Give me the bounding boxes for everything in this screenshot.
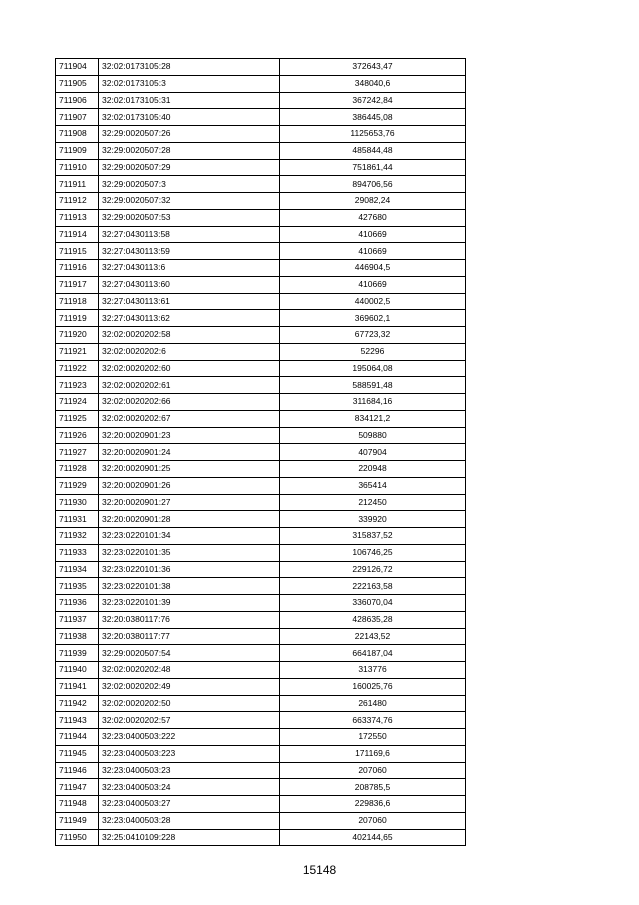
row-id: 711941	[56, 678, 99, 695]
row-id: 711915	[56, 243, 99, 260]
cadastral-number: 32:27:0430113:61	[99, 293, 280, 310]
cadastral-value: 369602,1	[280, 310, 466, 327]
table-row	[56, 829, 466, 846]
row-id: 711946	[56, 762, 99, 779]
cadastral-number: 32:29:0020507:54	[99, 645, 280, 662]
row-id: 711914	[56, 226, 99, 243]
cadastral-number: 32:23:0220101:34	[99, 528, 280, 545]
cadastral-number: 32:23:0220101:35	[99, 544, 280, 561]
cadastral-value: 834121,2	[280, 410, 466, 427]
row-id: 711948	[56, 796, 99, 813]
table-row	[56, 461, 466, 478]
cadastral-number: 32:02:0020202:6	[99, 343, 280, 360]
cadastral-number: 32:02:0020202:60	[99, 360, 280, 377]
cadastral-number: 32:23:0220101:38	[99, 578, 280, 595]
cadastral-value: 367242,84	[280, 92, 466, 109]
cadastral-number: 32:29:0020507:32	[99, 193, 280, 210]
table-row	[56, 410, 466, 427]
table-row	[56, 628, 466, 645]
table-row	[56, 528, 466, 545]
cadastral-value: 261480	[280, 695, 466, 712]
table-row	[56, 193, 466, 210]
cadastral-number: 32:02:0173105:28	[99, 59, 280, 76]
row-id: 711926	[56, 427, 99, 444]
cadastral-value: 212450	[280, 494, 466, 511]
table-row	[56, 729, 466, 746]
row-id: 711949	[56, 812, 99, 829]
table-row	[56, 327, 466, 344]
row-id: 711939	[56, 645, 99, 662]
cadastral-number: 32:02:0020202:67	[99, 410, 280, 427]
cadastral-value: 336070,04	[280, 595, 466, 612]
row-id: 711937	[56, 611, 99, 628]
table-row	[56, 645, 466, 662]
cadastral-value: 222163,58	[280, 578, 466, 595]
cadastral-number: 32:25:0410109:228	[99, 829, 280, 846]
cadastral-number: 32:23:0400503:28	[99, 812, 280, 829]
cadastral-number: 32:02:0173105:3	[99, 75, 280, 92]
cadastral-value-table	[55, 58, 466, 846]
table-row	[56, 92, 466, 109]
cadastral-value: 208785,5	[280, 779, 466, 796]
row-id: 711924	[56, 394, 99, 411]
table-row	[56, 226, 466, 243]
cadastral-number: 32:29:0020507:26	[99, 126, 280, 143]
table-row	[56, 394, 466, 411]
cadastral-number: 32:02:0020202:48	[99, 662, 280, 679]
table-row	[56, 360, 466, 377]
cadastral-value: 1125653,76	[280, 126, 466, 143]
cadastral-number: 32:23:0400503:24	[99, 779, 280, 796]
cadastral-number: 32:02:0173105:40	[99, 109, 280, 126]
cadastral-value: 751861,44	[280, 159, 466, 176]
cadastral-number: 32:27:0430113:60	[99, 276, 280, 293]
cadastral-number: 32:20:0020901:28	[99, 511, 280, 528]
cadastral-value: 195064,08	[280, 360, 466, 377]
cadastral-value: 52296	[280, 343, 466, 360]
row-id: 711919	[56, 310, 99, 327]
table-row	[56, 745, 466, 762]
cadastral-value: 386445,08	[280, 109, 466, 126]
cadastral-value: 207060	[280, 812, 466, 829]
row-id: 711909	[56, 142, 99, 159]
row-id: 711930	[56, 494, 99, 511]
table-row	[56, 678, 466, 695]
table-row	[56, 243, 466, 260]
cadastral-value: 485844,48	[280, 142, 466, 159]
row-id: 711925	[56, 410, 99, 427]
cadastral-number: 32:20:0020901:23	[99, 427, 280, 444]
cadastral-number: 32:23:0220101:36	[99, 561, 280, 578]
cadastral-value: 315837,52	[280, 528, 466, 545]
table-row	[56, 427, 466, 444]
row-id: 711916	[56, 260, 99, 277]
row-id: 711913	[56, 209, 99, 226]
row-id: 711931	[56, 511, 99, 528]
cadastral-value: 410669	[280, 276, 466, 293]
table-row	[56, 762, 466, 779]
row-id: 711923	[56, 377, 99, 394]
cadastral-number: 32:02:0020202:57	[99, 712, 280, 729]
cadastral-number: 32:27:0430113:58	[99, 226, 280, 243]
row-id: 711943	[56, 712, 99, 729]
table-row	[56, 796, 466, 813]
row-id: 711921	[56, 343, 99, 360]
table-row	[56, 595, 466, 612]
row-id: 711912	[56, 193, 99, 210]
cadastral-number: 32:02:0020202:61	[99, 377, 280, 394]
row-id: 711950	[56, 829, 99, 846]
row-id: 711917	[56, 276, 99, 293]
cadastral-value: 509880	[280, 427, 466, 444]
cadastral-value: 160025,76	[280, 678, 466, 695]
cadastral-value: 428635,28	[280, 611, 466, 628]
row-id: 711910	[56, 159, 99, 176]
table-row	[56, 544, 466, 561]
cadastral-value: 29082,24	[280, 193, 466, 210]
table-row	[56, 209, 466, 226]
cadastral-number: 32:27:0430113:6	[99, 260, 280, 277]
row-id: 711928	[56, 461, 99, 478]
table-row	[56, 812, 466, 829]
cadastral-value: 229836,6	[280, 796, 466, 813]
table-row	[56, 109, 466, 126]
cadastral-value: 171169,6	[280, 745, 466, 762]
cadastral-number: 32:29:0020507:29	[99, 159, 280, 176]
row-id: 711905	[56, 75, 99, 92]
cadastral-value: 172550	[280, 729, 466, 746]
row-id: 711944	[56, 729, 99, 746]
table-row	[56, 377, 466, 394]
row-id: 711933	[56, 544, 99, 561]
row-id: 711920	[56, 327, 99, 344]
cadastral-number: 32:23:0220101:39	[99, 595, 280, 612]
row-id: 711904	[56, 59, 99, 76]
cadastral-number: 32:20:0020901:26	[99, 477, 280, 494]
table-row	[56, 126, 466, 143]
row-id: 711936	[56, 595, 99, 612]
cadastral-value: 106746,25	[280, 544, 466, 561]
table-row	[56, 662, 466, 679]
cadastral-number: 32:02:0020202:66	[99, 394, 280, 411]
table-row	[56, 142, 466, 159]
table-row	[56, 260, 466, 277]
cadastral-value: 664187,04	[280, 645, 466, 662]
document-sheet	[55, 58, 465, 846]
cadastral-number: 32:02:0173105:31	[99, 92, 280, 109]
row-id: 711947	[56, 779, 99, 796]
table-row	[56, 159, 466, 176]
row-id: 711935	[56, 578, 99, 595]
cadastral-value: 427680	[280, 209, 466, 226]
table-row	[56, 779, 466, 796]
cadastral-value: 348040,6	[280, 75, 466, 92]
row-id: 711932	[56, 528, 99, 545]
table-row	[56, 511, 466, 528]
cadastral-value: 410669	[280, 226, 466, 243]
cadastral-number: 32:02:0020202:50	[99, 695, 280, 712]
cadastral-number: 32:23:0400503:27	[99, 796, 280, 813]
table-row	[56, 343, 466, 360]
cadastral-number: 32:23:0400503:23	[99, 762, 280, 779]
row-id: 711918	[56, 293, 99, 310]
cadastral-value: 313776	[280, 662, 466, 679]
cadastral-number: 32:20:0380117:77	[99, 628, 280, 645]
cadastral-value: 365414	[280, 477, 466, 494]
row-id: 711907	[56, 109, 99, 126]
cadastral-number: 32:23:0400503:222	[99, 729, 280, 746]
row-id: 711922	[56, 360, 99, 377]
cadastral-number: 32:29:0020507:3	[99, 176, 280, 193]
cadastral-value: 67723,32	[280, 327, 466, 344]
cadastral-value: 440002,5	[280, 293, 466, 310]
cadastral-number: 32:20:0020901:25	[99, 461, 280, 478]
row-id: 711911	[56, 176, 99, 193]
cadastral-number: 32:23:0400503:223	[99, 745, 280, 762]
cadastral-number: 32:27:0430113:62	[99, 310, 280, 327]
cadastral-number: 32:02:0020202:49	[99, 678, 280, 695]
table-row	[56, 477, 466, 494]
cadastral-number: 32:20:0020901:27	[99, 494, 280, 511]
row-id: 711940	[56, 662, 99, 679]
cadastral-value: 339920	[280, 511, 466, 528]
table-row	[56, 75, 466, 92]
table-row	[56, 293, 466, 310]
row-id: 711938	[56, 628, 99, 645]
cadastral-number: 32:29:0020507:53	[99, 209, 280, 226]
cadastral-value: 446904,5	[280, 260, 466, 277]
table-row	[56, 494, 466, 511]
cadastral-value: 410669	[280, 243, 466, 260]
row-id: 711906	[56, 92, 99, 109]
table-row	[56, 695, 466, 712]
table-row	[56, 59, 466, 76]
table-row	[56, 712, 466, 729]
table-row	[56, 176, 466, 193]
cadastral-value: 229126,72	[280, 561, 466, 578]
row-id: 711927	[56, 444, 99, 461]
cadastral-value: 220948	[280, 461, 466, 478]
cadastral-number: 32:20:0020901:24	[99, 444, 280, 461]
cadastral-number: 32:20:0380117:76	[99, 611, 280, 628]
cadastral-number: 32:27:0430113:59	[99, 243, 280, 260]
table-row	[56, 578, 466, 595]
cadastral-value: 588591,48	[280, 377, 466, 394]
cadastral-value: 894706,56	[280, 176, 466, 193]
cadastral-value: 372643,47	[280, 59, 466, 76]
cadastral-value: 311684,16	[280, 394, 466, 411]
cadastral-value: 207060	[280, 762, 466, 779]
cadastral-value: 402144,65	[280, 829, 466, 846]
cadastral-value: 663374,76	[280, 712, 466, 729]
table-row	[56, 444, 466, 461]
table-row	[56, 611, 466, 628]
cadastral-value: 407904	[280, 444, 466, 461]
page-number: 15148	[302, 863, 337, 877]
cadastral-number: 32:29:0020507:28	[99, 142, 280, 159]
row-id: 711945	[56, 745, 99, 762]
row-id: 711908	[56, 126, 99, 143]
table-row	[56, 310, 466, 327]
table-body	[56, 59, 466, 846]
cadastral-number: 32:02:0020202:58	[99, 327, 280, 344]
table-row	[56, 276, 466, 293]
table-row	[56, 561, 466, 578]
row-id: 711942	[56, 695, 99, 712]
row-id: 711929	[56, 477, 99, 494]
cadastral-value: 22143,52	[280, 628, 466, 645]
row-id: 711934	[56, 561, 99, 578]
